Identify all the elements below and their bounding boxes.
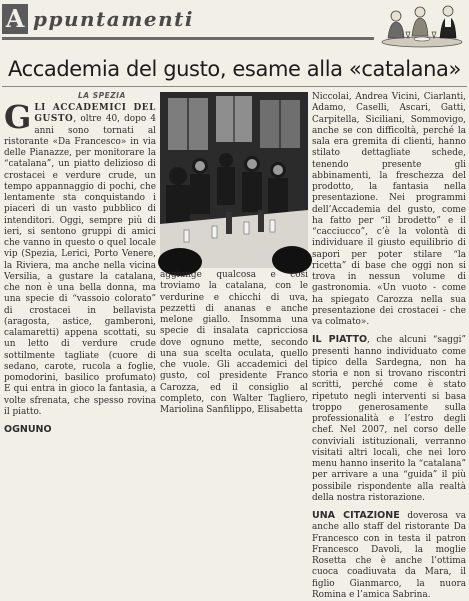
article-column-2	[160, 270, 308, 416]
dateline: LA SPEZIA	[78, 91, 126, 100]
headline: Accademia del gusto, esame alla «catalana»	[8, 57, 461, 81]
section-header	[0, 0, 469, 50]
article-column-1	[4, 91, 156, 435]
paragraph-3	[312, 334, 466, 504]
paragraph-4	[312, 510, 466, 601]
paragraph-2-continued: aggiunge qualcosa e così troviamo la catalana, con le verdurine e chicchi di uva, pezzetti di ananas e anche melone giallo. Insomma una specie di insalata capricciosa dove ognuno mette, secondo una sua scelta oculata, quello che vuole. Gli accademici del gusto, col presidente Franco Carozza, ed il consiglio al completo, con Walter Tagliero, Mariolina Sanfilippo, Elisabetta	[160, 270, 308, 415]
paragraph-4-text: doverosa va anche allo staff del ristorante Da Francesco con in testa il patron Francesco Davoli, la moglie Rosetta che è anche l’ottima cuoca coadiuvata da Mara, il figlio Gianmarco, la nuora Romina e l’amica Sabrina.	[312, 511, 466, 600]
lead-paragraph	[4, 98, 156, 418]
paragraph-2-end: Niccolai, Andrea Vicini, Ciarlanti, Adamo, Caselli, Ascari, Gatti, Carpitella, Siciliani, Sommovigo, anche se con difficoltà, perché la sala era gremita di clienti, hanno stilato dettagliate schede, tenendo presente gli abbinamenti, la freschezza del prodotto, la fantasia nella presentazione. Nei programmi dell’Accademia del gusto, come ha fatto per “il brodetto” e il “cacciucco”, c’è la volontà di individuare il giusto equilibrio di sapori per poter stilare “la ricetta” di base che oggi non si trova in nessun volume di gastronomia. «Un vuoto - come ha spiegato Carozza nella sua presentazione dei crostacei - che va colmato».	[312, 92, 466, 327]
headline-rule	[2, 86, 467, 87]
dinner-photo	[160, 92, 308, 268]
subhead-il-piatto: IL PIATTO	[312, 334, 368, 346]
diners-illustration	[376, 2, 466, 50]
header-rule	[2, 37, 374, 40]
article-column-3	[312, 92, 467, 600]
subhead-citazione: UNA CITAZIONE	[312, 510, 400, 521]
run-in: OGNUNO	[4, 424, 52, 435]
lead-caps: LI ACCADEMICI DEL GUSTO	[34, 103, 156, 125]
section-title: ppuntamenti	[33, 7, 195, 31]
lead-text: , oltre 40, dopo 4 anni sono tornati al ristorante «Da Francesco» in via delle Pianazze, per monitorare la “catalana”, un piatto delizioso di crostacei e verdure crude, un tempo appannaggio di pochi, che lentamente sta conquistando i piaceri di un vasto pubblico di intenditori. Oggi, sempre più di ieri, si sentono gruppi di amici che vanno in questo o quel locale vip (Spezia, Lerici, Porto Venere, la Riviera, ma anche nella vicina Versilia, a gustare la catalana, che non è una bella donna, ma una specie di “vassoio colorato” di crostacei in bellavista (aragosta, astice, gamberoni, calamaretti) appena scottati, su un letto di verdure crude sottilmente tagliate (cuore di sedano, carote, rucola a foglie, pomodorini, basilico profumato) E qui entra in gioco la fantasia, a volte sfrenata, che spesso rovina il piatto.	[4, 114, 156, 417]
paragraph-2-start	[4, 424, 156, 436]
dropcap: G	[4, 98, 32, 136]
paragraph-3-text: , che alcuni “saggi” presenti hanno individuato come tipico della Sardegna, non ha storia e non si trovano riscontri scritti, perché come è stato ripetuto negli interventi si basa troppo generosamente sulla professionalità e l’estro degli chef. Nel 2007, nel corso delle conviviali istituzionali, verranno visitati altri locali, che nei loro menu hanno inserito la “catalana” per arrivare a una “guida” il più possibile rispondente alla realtà della nostra ristorazione.	[312, 335, 467, 503]
section-initial: A	[2, 4, 28, 34]
